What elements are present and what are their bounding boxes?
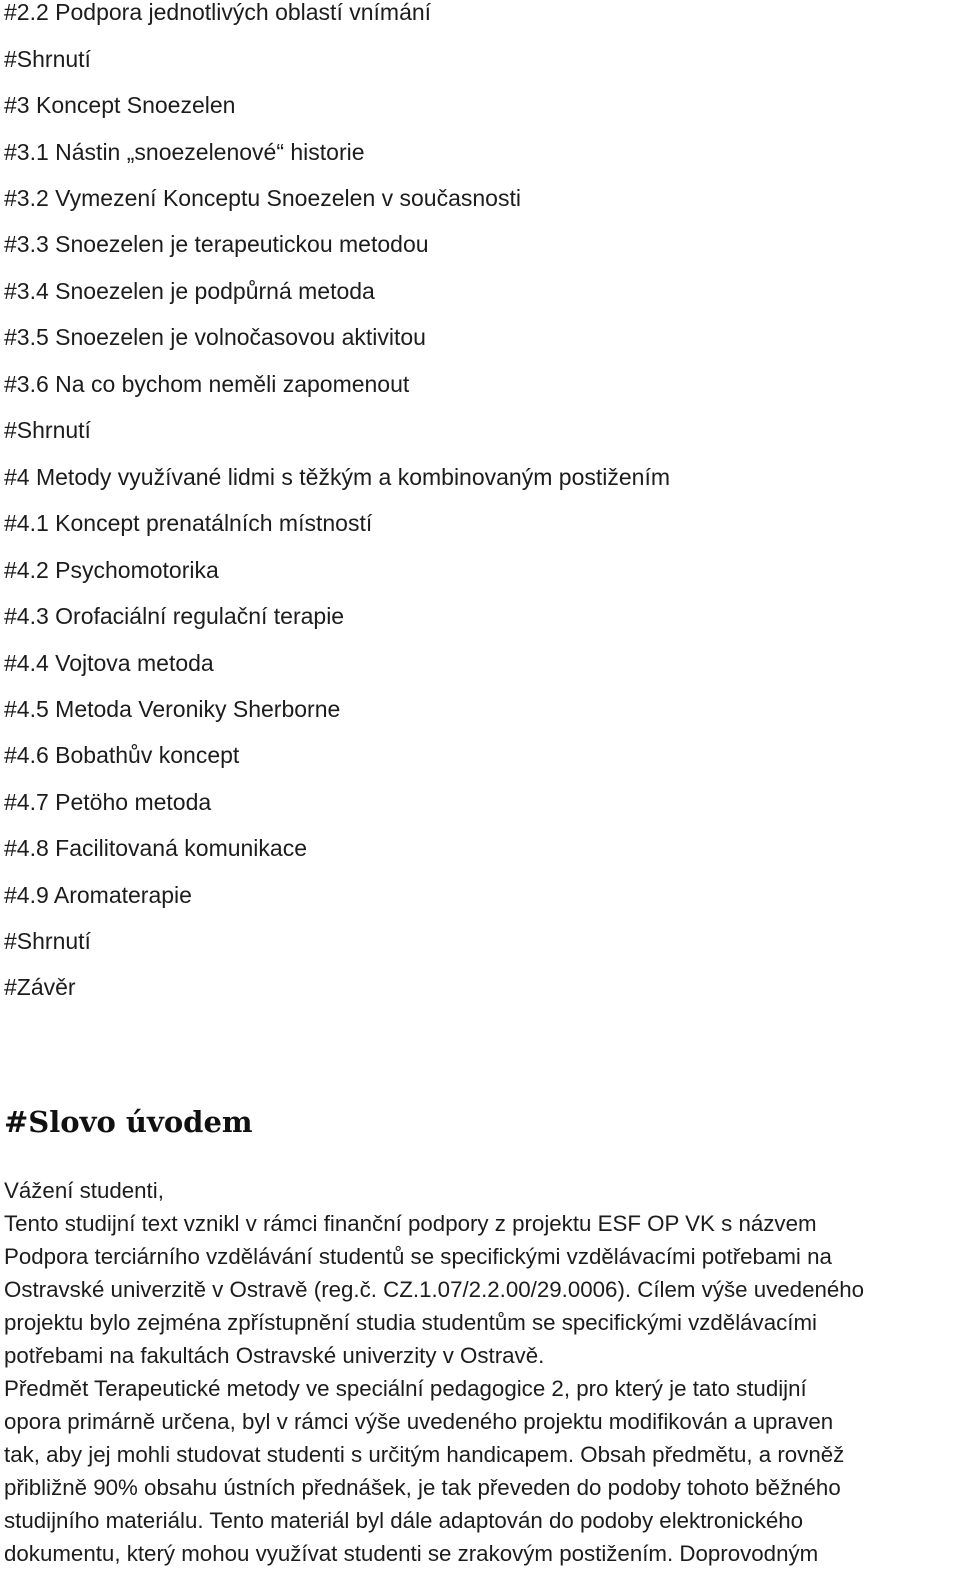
intro-line: potřebami na fakultách Ostravské univerzity v Ostravě. bbox=[4, 1343, 545, 1368]
toc-item[interactable]: #4.2 Psychomotorika bbox=[4, 557, 219, 583]
intro-line: studijního materiálu. Tento materiál byl dále adaptován do podoby elektronického bbox=[4, 1508, 804, 1533]
intro-text bbox=[4, 1174, 954, 1570]
section-heading: #Slovo úvodem bbox=[4, 1105, 253, 1139]
toc-item[interactable]: #Shrnutí bbox=[4, 928, 91, 954]
intro-line: Ostravské univerzitě v Ostravě (reg.č. CZ.1.07/2.2.00/29.0006). Cílem výše uvedeného bbox=[4, 1277, 865, 1302]
intro-line: Předmět Terapeutické metody ve speciální pedagogice 2, pro který je tato studijní bbox=[4, 1376, 807, 1401]
toc-item[interactable]: #4.8 Facilitovaná komunikace bbox=[4, 835, 307, 861]
intro-line: tak, aby jej mohli studovat studenti s určitým handicapem. Obsah předmětu, a rovněž bbox=[4, 1442, 845, 1467]
intro-line: Podpora terciárního vzdělávání studentů se specifickými vzdělávacími potřebami na bbox=[4, 1244, 832, 1269]
toc-item[interactable]: #3.1 Nástin „snoezelenové“ historie bbox=[4, 139, 365, 165]
toc-item[interactable]: #4.3 Orofaciální regulační terapie bbox=[4, 603, 345, 629]
toc-item[interactable]: #4.6 Bobathův koncept bbox=[4, 742, 240, 768]
toc-item[interactable]: #4.4 Vojtova metoda bbox=[4, 650, 214, 676]
toc-item[interactable]: #4.5 Metoda Veroniky Sherborne bbox=[4, 696, 341, 722]
toc-item[interactable]: #Shrnutí bbox=[4, 417, 91, 443]
toc-item[interactable]: #4.1 Koncept prenatálních místností bbox=[4, 510, 373, 536]
toc-item[interactable]: #3.5 Snoezelen je volnočasovou aktivitou bbox=[4, 324, 426, 350]
toc-item[interactable]: #Závěr bbox=[4, 974, 76, 1000]
intro-line: dokumentu, který mohou využívat studenti se zrakovým postižením. Doprovodným bbox=[4, 1541, 819, 1566]
intro-line: Vážení studenti, bbox=[4, 1178, 164, 1203]
toc-item[interactable]: #4.7 Petöho metoda bbox=[4, 789, 212, 815]
toc-item[interactable]: #3.4 Snoezelen je podpůrná metoda bbox=[4, 278, 375, 304]
toc-item[interactable]: #3 Koncept Snoezelen bbox=[4, 92, 236, 118]
toc-item[interactable]: #3.2 Vymezení Konceptu Snoezelen v současnosti bbox=[4, 185, 521, 211]
intro-line: Tento studijní text vznikl v rámci finanční podpory z projektu ESF OP VK s názvem bbox=[4, 1211, 817, 1236]
toc-item[interactable]: #3.6 Na co bychom neměli zapomenout bbox=[4, 371, 410, 397]
intro-line: opora primárně určena, byl v rámci výše uvedeného projektu modifikován a upraven bbox=[4, 1409, 834, 1434]
toc-item[interactable]: #3.3 Snoezelen je terapeutickou metodou bbox=[4, 231, 429, 257]
toc-item[interactable]: #Shrnutí bbox=[4, 46, 91, 72]
toc-item[interactable]: #2.2 Podpora jednotlivých oblastí vnímání bbox=[4, 0, 432, 25]
toc-item[interactable]: #4 Metody využívané lidmi s těžkým a kombinovaným postižením bbox=[4, 464, 670, 490]
intro-line: projektu bylo zejména zpřístupnění studia studentům se specifickými vzdělávacími bbox=[4, 1310, 817, 1335]
intro-line: přibližně 90% obsahu ústních přednášek, je tak převeden do podoby tohoto běžného bbox=[4, 1475, 841, 1500]
toc-item[interactable]: #4.9 Aromaterapie bbox=[4, 882, 192, 908]
